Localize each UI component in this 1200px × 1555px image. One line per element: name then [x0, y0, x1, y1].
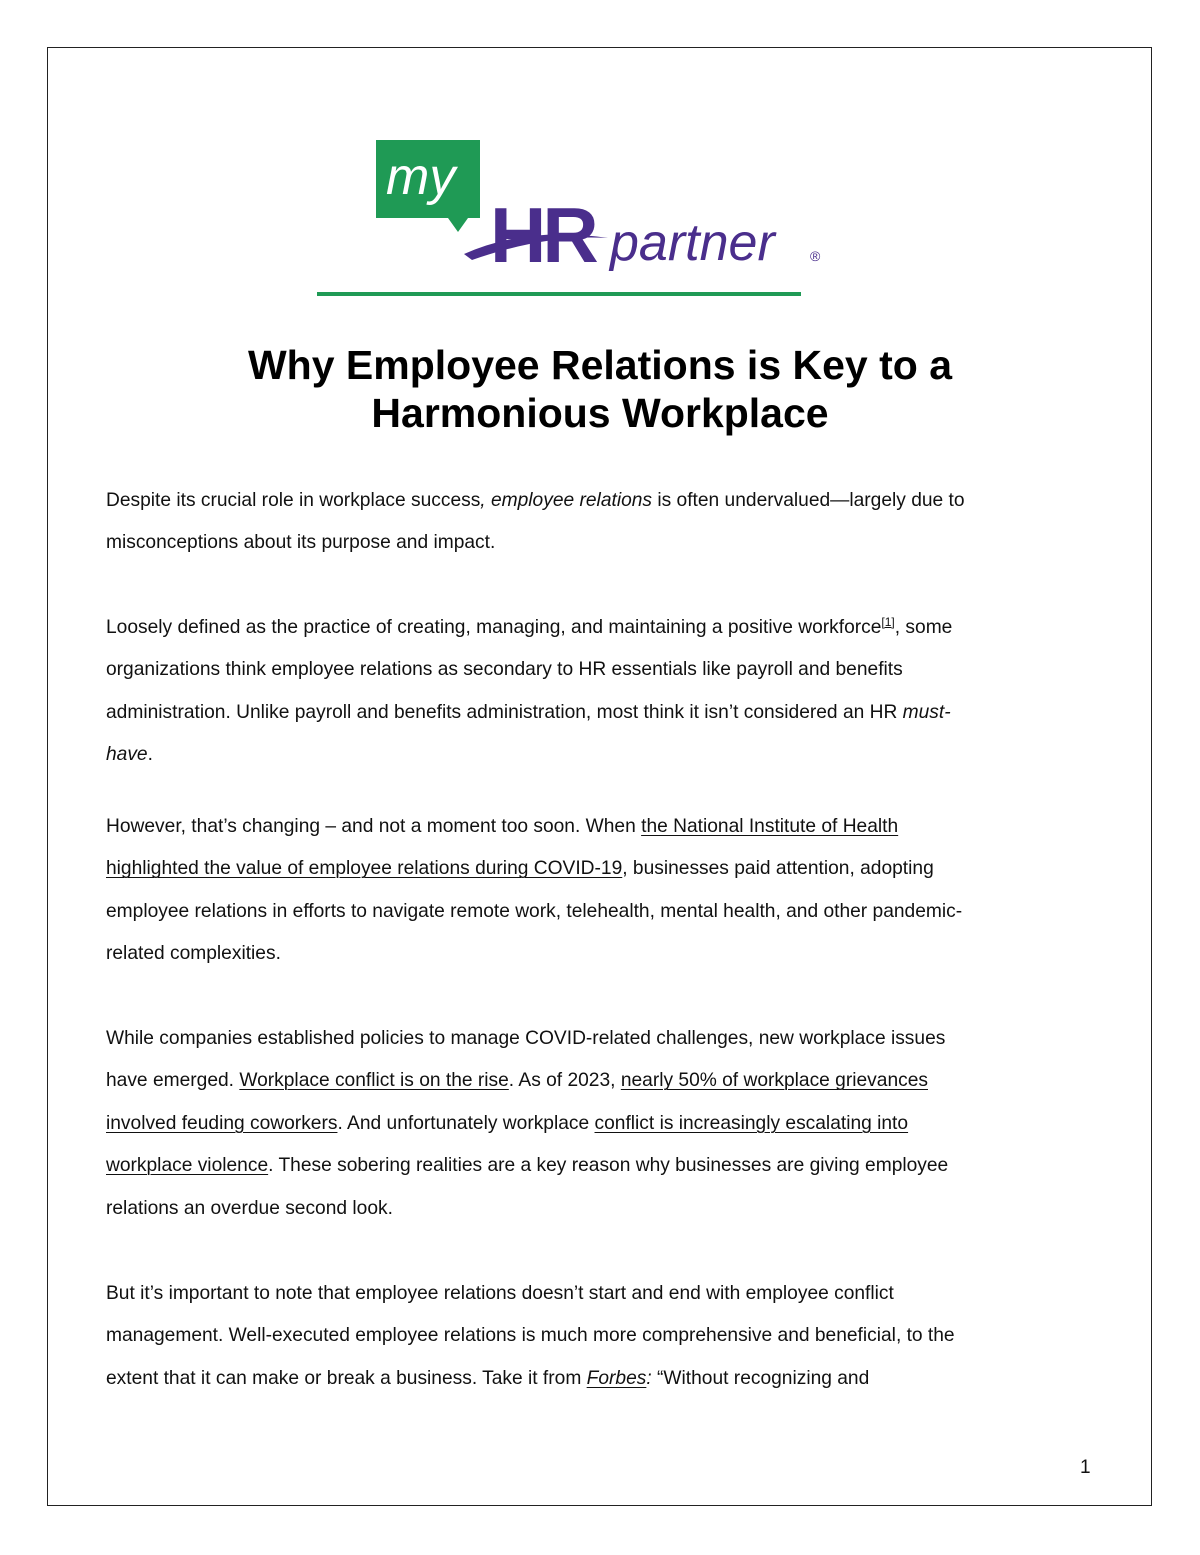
link-forbes[interactable]: Forbes	[586, 1367, 647, 1389]
paragraph-definition	[106, 607, 1096, 777]
title-line-2: Harmonious Workplace	[371, 390, 829, 436]
text-line: Loosely defined as the practice of creating, managing, and maintaining a positive workforce[1], some	[106, 615, 953, 638]
logo-word-partner: partner	[610, 214, 775, 272]
link-conflict-escalating-cont[interactable]: workplace violence	[106, 1155, 269, 1177]
emphasis-employee-relations: employee relations	[485, 490, 653, 511]
page-number: 1	[1080, 1457, 1091, 1478]
logo-word-my: my	[386, 148, 456, 206]
myhrpartner-logo	[376, 140, 836, 280]
link-nih-employee-relations-cont[interactable]: highlighted the value of employee relations during COVID-19	[106, 858, 623, 880]
link-conflict-escalating[interactable]: conflict is increasingly escalating into	[594, 1112, 909, 1134]
paragraph-workplace-conflict	[106, 1018, 1096, 1230]
text-line: administration. Unlike payroll and benefits administration, most think it isn’t considered an HR must-	[106, 701, 951, 723]
text-line: Despite its crucial role in workplace success, employee relations is often undervalued—largely due to	[106, 490, 965, 511]
text-line: workplace violence. These sobering realities are a key reason why businesses are giving employee	[106, 1155, 949, 1177]
link-nih-employee-relations[interactable]: the National Institute of Health	[641, 816, 899, 837]
text-line: have emerged. Workplace conflict is on the rise. As of 2023, nearly 50% of workplace grievances	[106, 1070, 928, 1092]
text-line: extent that it can make or break a business. Take it from Forbes: “Without recognizing and	[106, 1367, 870, 1389]
footnote-link-1[interactable]: [1]	[881, 615, 895, 629]
text-line: However, that’s changing – and not a moment too soon. When the National Institute of Health	[106, 816, 899, 837]
text-line: organizations think employee relations as secondary to HR essentials like payroll and benefits	[106, 659, 903, 681]
text-line: But it’s important to note that employee relations doesn’t start and end with employee conflict	[106, 1283, 894, 1304]
link-workplace-grievances[interactable]: nearly 50% of workplace grievances	[620, 1070, 928, 1092]
paragraph-covid	[106, 806, 1096, 976]
title-line-1: Why Employee Relations is Key to a	[247, 342, 953, 388]
text-line: misconceptions about its purpose and impact.	[106, 532, 496, 554]
link-workplace-grievances-cont[interactable]: involved feuding coworkers	[106, 1112, 338, 1134]
document-title	[106, 341, 1094, 437]
text-line: related complexities.	[106, 943, 281, 965]
paragraph-comprehensive	[106, 1273, 1096, 1400]
paragraph-intro	[106, 480, 1096, 565]
text-line: relations an overdue second look.	[106, 1197, 393, 1219]
text-line: have.	[106, 744, 153, 766]
link-workplace-conflict-rise[interactable]: Workplace conflict is on the rise	[239, 1070, 509, 1092]
text-line: highlighted the value of employee relations during COVID-19, businesses paid attention, adopting	[106, 858, 934, 880]
text-line: While companies established policies to manage COVID-related challenges, new workplace issues	[106, 1028, 946, 1049]
text-line: employee relations in efforts to navigate remote work, telehealth, mental health, and other pandemic-	[106, 900, 963, 922]
logo-divider	[317, 292, 801, 296]
logo-word-hr: HR	[490, 191, 595, 279]
text-line: management. Well-executed employee relations is much more comprehensive and beneficial, to the	[106, 1325, 955, 1347]
logo-registered-mark: ®	[810, 248, 821, 264]
text-line: involved feuding coworkers. And unfortunately workplace conflict is increasingly escalating into	[106, 1112, 909, 1134]
